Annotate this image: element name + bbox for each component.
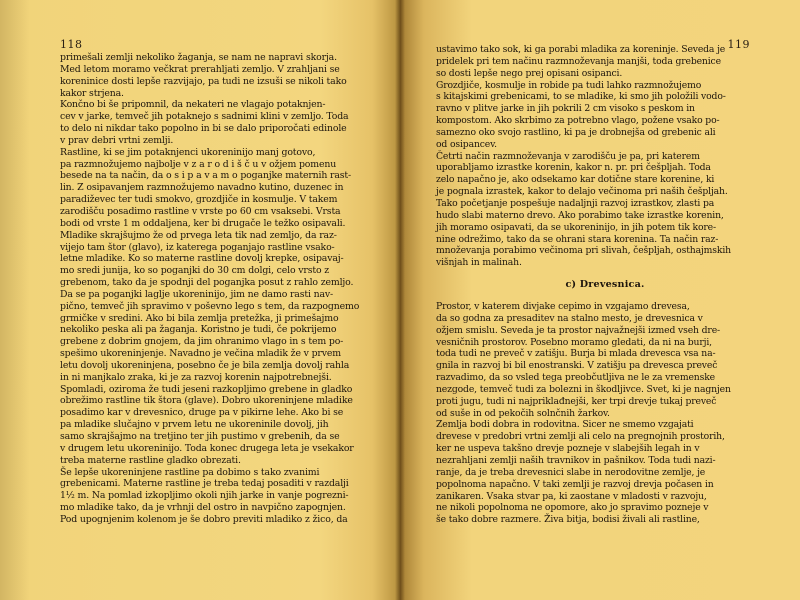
text-line: Končno bi še pripomnil, da nekateri ne vlagajo potaknjen- [60, 99, 326, 111]
text-line: koreninice dosti lepše razvijajo, pa tudi ne izsuši se nikoli tako [60, 75, 347, 87]
text-line: samezno oko svojo rastlino, ki pa je drobnejša od grebenic ali [436, 126, 716, 138]
text-line: Mladike skrajšujmo že od prvega leta tik nad zemljo, da raz- [60, 229, 337, 241]
text-line: pa mladike slučajno v prvem letu ne ukoreninile dovolj, jih [60, 419, 329, 431]
text-line: Pod upognjenim kolenom je še dobro previti mladiko z žico, da [60, 513, 348, 525]
text-line: množevanja porabimo večinoma pri slivah, češpljah, osthajmskih [436, 245, 731, 257]
text-line: pridelek pri tem načinu razmnoževanja manjši, toda grebenice [436, 55, 721, 67]
text-line: obrežimo rastline tik štora (glave). Dobro ukoreninjene mladike [60, 395, 353, 407]
text-line: uporabljamo izrastke korenin, kakor n. pr. pri češpljah. Toda [436, 162, 711, 174]
text-line: Rastline, ki se jim potaknjenci ukoreninijo manj gotovo, [60, 146, 316, 158]
text-line: grebenom, tako da je spodnji del poganjka posut z rahlo zemljo. [60, 277, 354, 289]
text-line: nezgode, temveč tudi za bolezni in škodljivce. Svet, ki je nagnjen [436, 383, 731, 395]
page-edge-shadow [0, 0, 30, 600]
text-line: letu dovolj ukoreninjena, posebno če je bila zemlja dovolj rahla [60, 359, 350, 371]
text-line: zarodišču posadimo rastline v vrste po 60 cm vsaksebi. Vrsta [60, 205, 341, 217]
text-line: vijejo tam štor (glavo), iz katerega poganjajo rastline vsako- [60, 241, 335, 253]
text-line: in ni manjkalo zraka, ki je za razvoj korenin najpotrebnejši. [60, 371, 332, 383]
text-line: s kitajskimi grebenicami, to se mladike, ki smo jih položili vodo- [436, 91, 726, 103]
text-line: da so godna za presaditev na stalno mesto, je drevesnica v [436, 312, 703, 324]
text-line: samo skrajšajmo na tretjino ter jih pustimo v grebenih, da se [60, 431, 340, 442]
text-line: ožjem smislu. Seveda je ta prostor najvažnejši izmed vseh dre- [436, 324, 720, 336]
text-line: cev v jarke, temveč jih potaknejo s sadnimi klini v zemljo. Toda [60, 111, 349, 123]
text-line: Zemlja bodi dobra in rodovitna. Sicer ne smemo vzgajati [436, 419, 694, 431]
text-line: Grozdjiče, kosmulje in robide pa tudi lahko razmnožujemo [436, 79, 702, 91]
text-line: hudo slabi materno drevo. Ako porabimo take izrastke korenin, [436, 209, 724, 221]
left-page-number: 118 [60, 38, 83, 51]
text-line: višnjah in malinah. [436, 257, 522, 269]
text-line: to delo ni nikdar tako popolno in bi se dalo priporočati edinole [60, 123, 347, 135]
text-line: proti jugu, tudi ni najpriklađnejši, ker trpi drevje tukaj preveč [436, 395, 717, 407]
text-line: lin. Z osipavanjem razmnožujemo navadno kutino, duzenec in [60, 182, 344, 194]
text-line: nine odrežimo, tako da se ohrani stara korenina. Ta način raz- [436, 233, 719, 245]
text-line: ustavimo tako sok, ki ga porabi mladika za koreninje. Seveda je [436, 44, 726, 55]
text-line: jih moramo osipavati, da se ukoreninijo, in jih potem tik kore- [436, 221, 716, 233]
text-line: zelo napačno je, ako odsekamo kar dotične stare korenine, ki [436, 174, 715, 186]
text-line: v prav debri vrtni zemlji. [60, 134, 174, 146]
section-heading: c) Drevesnica. [565, 279, 645, 291]
right-page [400, 0, 800, 600]
text-line: ne nikoli popolnoma ne opomore, ako jo spravimo pozneje v [436, 502, 709, 514]
text-line: paradiževec ter tudi smokvo, grozdjiče in kosmulje. V takem [60, 194, 338, 206]
text-line: grmičke v sredini. Ako bi bila zemlja pretežka, ji primešajmo [60, 312, 339, 324]
text-line: grebenicami. Materne rastline je treba tedaj posaditi v razdalji [60, 478, 349, 490]
text-line: toda tudi ne preveč v zatišju. Burja bi mlada drevesca vsa na- [436, 348, 716, 360]
text-line: še tako dobre razmere. Živa bitja, bodisi živali ali rastline, [436, 514, 700, 526]
text-line: nezrahljani zemlji naših travnikov in pašnikov. Toda tudi nazi- [436, 455, 716, 466]
text-line: ranje, da je treba drevesnici slabe in nerodovitne zemlje, je [436, 466, 706, 478]
right-page-text-bottom [436, 301, 774, 526]
left-page-text [60, 52, 384, 526]
text-line: 1½ m. Na pomlad izkopljimo okoli njih jarke in vanje pogrezni- [60, 490, 349, 502]
text-line: razvadimo, da so vsled tega preobčutljiva ne le za vremenske [436, 372, 715, 384]
text-line: v drugem letu ukoreninijo. Toda konec drugega leta je vsekakor [60, 442, 354, 454]
text-line: mo sredi junija, ko so poganjki do 30 cm dolgi, celo vrsto z [60, 265, 330, 277]
text-line: besede na ta način, da o s i p a v a m o poganjke maternih rast- [60, 170, 352, 182]
text-line: spešimo ukoreninjenje. Navadno je večina mladik že v prvem [60, 348, 341, 360]
text-line: pa razmnožujemo najbolje v z a r o d i š č u v ožjem pomenu [60, 158, 337, 170]
text-line: mo mladike tako, da je vrhnji del ostro in navpično zapognjen. [60, 502, 346, 514]
text-line: pično, temveč jih spravimo v poševno lego s tem, da razpognemo [60, 300, 360, 312]
text-line: drevese v predobri vrtni zemlji ali celo na pregnojnih prostorih, [436, 431, 725, 443]
text-line: ravno v plitve jarke in jih pokrili 2 cm visoko s peskom in [436, 103, 695, 115]
text-line: Še lepše ukoreninjene rastline pa dobimo s tako zvanimi [60, 466, 320, 478]
text-line: Spomladi, oziroma že tudi jeseni razkopljimo grebene in gladko [60, 383, 353, 395]
text-line: Tako početjanje pospešuje nadaljnji razvoj izrastkov, zlasti pa [436, 197, 715, 209]
text-line: popolnoma napačno. V taki zemlji je razvoj drevja počasen in [436, 478, 714, 490]
text-line: je pognala izrastek, kakor to delajo večinoma pri naših češpljah. [436, 186, 728, 198]
text-line: bodi od vrste 1 m oddaljena, ker bi drugače le težko osipavali. [60, 217, 346, 229]
text-line: Četrti način razmnoževanja v zarodišču je pa, pri katerem [436, 150, 700, 162]
text-line: gnila in razvoj bi bil enostranski. V zatišju pa drevesca preveč [436, 360, 718, 372]
text-line: nekoliko peska ali pa žaganja. Koristno je tudi, če pokrijemo [60, 324, 337, 336]
right-page-number: 119 [727, 38, 750, 51]
text-line: treba materne rastline gladko obrezati. [60, 454, 241, 466]
text-line: kompostom. Ako skrbimo za potrebno vlago, požene vsako po- [436, 115, 720, 127]
text-line: primešali zemlji nekoliko žaganja, se nam ne napravi skorja. [60, 52, 337, 63]
text-line: zanikaren. Vsaka stvar pa, ki zaostane v mladosti v razvoju, [436, 490, 707, 502]
text-line: Da se pa poganjki laglje ukoreninijo, jim ne damo rasti nav- [60, 288, 334, 300]
text-line: grebene z dobrim gnojem, da jim ohranimo vlago in s tem po- [60, 336, 344, 348]
text-line: od suše in od pekočih solnčnih žarkov. [436, 407, 610, 419]
text-line: letne mladike. Ko so materne rastline dovolj krepke, osipavaj- [60, 253, 344, 265]
right-page-text-top [436, 44, 774, 269]
text-line: posadimo kar v drevesnico, druge pa v pikirne lehe. Ako bi se [60, 407, 344, 419]
text-line: kakor strjena. [60, 87, 124, 99]
text-line: vesničnih prostorov. Posebno moramo gledati, da ni na burji, [436, 336, 712, 348]
text-line: Med letom moramo večkrat prerahljati zemljo. V zrahljani se [60, 63, 340, 75]
text-line: so dosti lepše nego prej opisani osipanci. [436, 67, 623, 79]
text-line: ker ne uspeva takšno drevje pozneje v slabejših legah in v [436, 443, 700, 455]
text-line: Prostor, v katerem divjake cepimo in vzgajamo drevesa, [436, 301, 690, 313]
text-line: od osipancev. [436, 138, 497, 150]
